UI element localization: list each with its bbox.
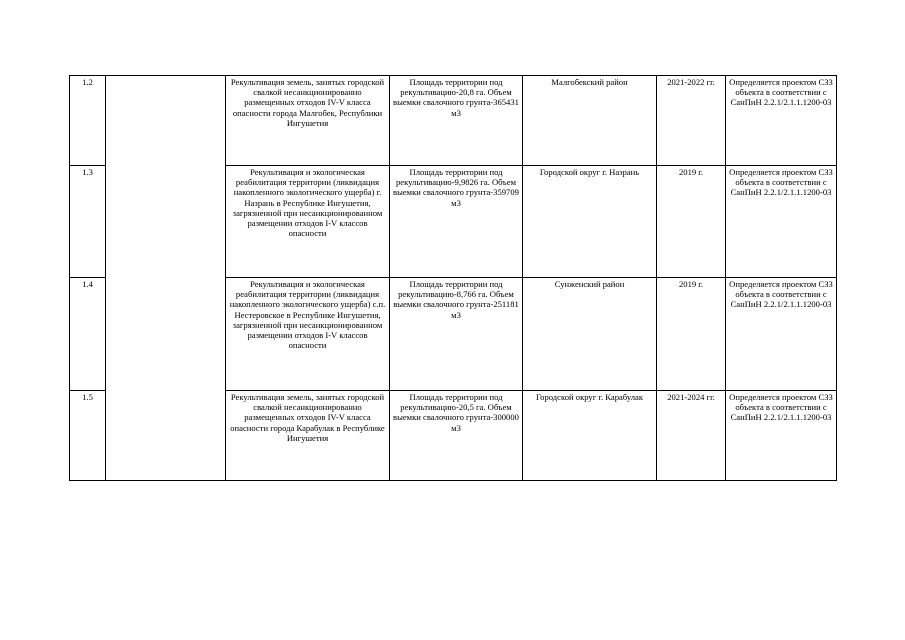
object-period: 2019 г. xyxy=(657,278,726,391)
row-number: 1.3 xyxy=(70,166,106,278)
object-sanitary-zone: Определяется проектом СЗЗ объекта в соответствии с СанПиН 2.2.1/2.1.1.1200-03 xyxy=(726,76,837,166)
object-location: Сунженский район xyxy=(523,278,657,391)
object-description: Рекультивация земель, занятых городской свалкой несанкционированно размещенных отходов IV-V класса опасности города Малгобек, Республики Ингушетия xyxy=(226,76,390,166)
object-description: Рекультивация и экологическая реабилитация территории (ликвидация накопленного экологического ущерба) г. Назрань в Республике Ингушетия, загрязненной при несанкционированном размещении отходов I-V классов опасности xyxy=(226,166,390,278)
objects-table xyxy=(69,75,837,481)
object-sanitary-zone: Определяется проектом СЗЗ объекта в соответствии с СанПиН 2.2.1/2.1.1.1200-03 xyxy=(726,391,837,481)
object-sanitary-zone: Определяется проектом СЗЗ объекта в соответствии с СанПиН 2.2.1/2.1.1.1200-03 xyxy=(726,166,837,278)
object-location: Малгобекский район xyxy=(523,76,657,166)
object-indicators: Площадь территории под рекультивацию-20,8 га. Объем выемки свалочного грунта-365431 м3 xyxy=(390,76,523,166)
object-description: Рекультивация земель, занятых городской свалкой несанкционированно размещенных отходов IV-V класса опасности города Карабулак в Республике Ингушетия xyxy=(226,391,390,481)
object-indicators: Площадь территории под рекультивацию-8,766 га. Объем выемки свалочного грунта-251181 м3 xyxy=(390,278,523,391)
object-indicators: Площадь территории под рекультивацию-20,5 га. Объем выемки свалочного грунта-300000 м3 xyxy=(390,391,523,481)
object-period: 2021-2022 гг. xyxy=(657,76,726,166)
object-period: 2021-2024 гг. xyxy=(657,391,726,481)
object-sanitary-zone: Определяется проектом СЗЗ объекта в соответствии с СанПиН 2.2.1/2.1.1.1200-03 xyxy=(726,278,837,391)
object-location: Городской округ г. Назрань xyxy=(523,166,657,278)
table-row xyxy=(70,76,837,166)
row-number: 1.5 xyxy=(70,391,106,481)
row-number: 1.2 xyxy=(70,76,106,166)
object-period: 2019 г. xyxy=(657,166,726,278)
object-indicators: Площадь территории под рекультивацию-9,9826 га. Объем выемки свалочного грунта-359709 м3 xyxy=(390,166,523,278)
object-description: Рекультивация и экологическая реабилитация территории (ликвидация накопленного экологического ущерба) с.п. Нестеровское в Республике Ингушетия, загрязненной при несанкционированном размещении отходов I-V классов опасности xyxy=(226,278,390,391)
object-location: Городской округ г. Карабулак xyxy=(523,391,657,481)
merged-empty-cell xyxy=(106,76,226,481)
row-number: 1.4 xyxy=(70,278,106,391)
